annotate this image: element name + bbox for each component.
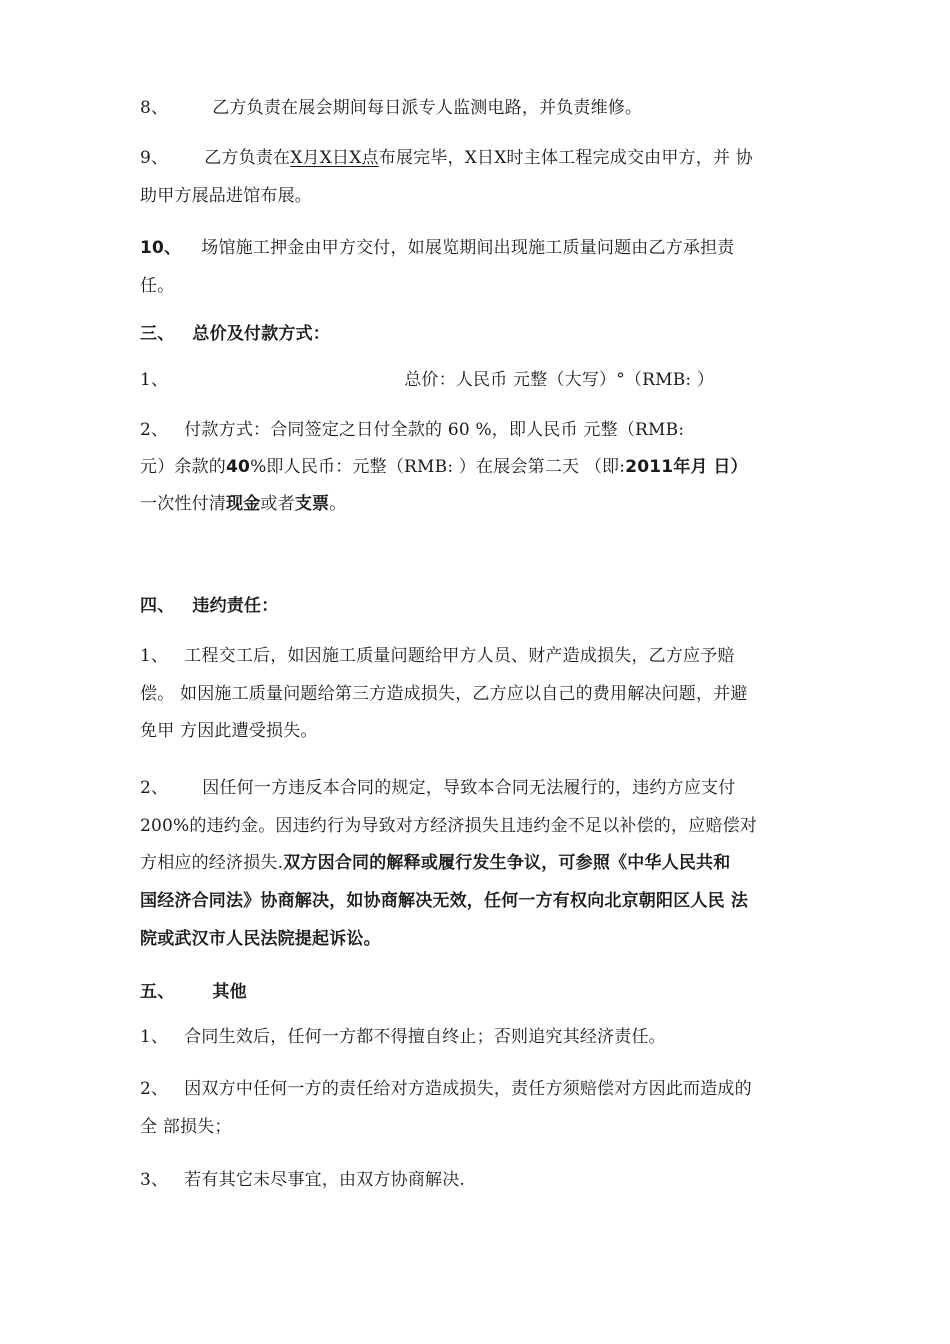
s5-clause-2-line2 bbox=[140, 1117, 232, 1137]
clause-text: 助甲方展品进馆布展。 bbox=[140, 186, 312, 206]
dispute-clause: 双方因合同的解释或履行发生争议，可参照《中华人民共和 bbox=[283, 853, 731, 873]
clause-text: 场馆施工押金由甲方交付，如展览期间出现施工质量问题由乙方承担责 bbox=[201, 238, 735, 258]
section-number: 五、 bbox=[140, 982, 175, 1002]
clause-text: 偿。 如因施工质量问题给第三方造成损失，乙方应以自己的费用解决问题，并避 bbox=[140, 684, 748, 704]
clause-text: 免甲 方因此遭受损失。 bbox=[140, 721, 318, 741]
clause-text: 。 bbox=[329, 494, 347, 514]
s4-clause-1-line2 bbox=[140, 684, 748, 704]
s3-clause-1 bbox=[140, 370, 714, 390]
dispute-clause: 院或武汉市人民法院提起诉讼。 bbox=[140, 929, 381, 949]
section-title: 违约责任： bbox=[192, 596, 279, 616]
clause-text: 付款方式：合同签定之日付全款的 60 %，即人民币 元整（RMB: bbox=[184, 420, 685, 440]
clause-text: 若有其它未尽事宜，由双方协商解决. bbox=[184, 1170, 466, 1190]
section-number: 三、 bbox=[140, 324, 175, 344]
clause-8 bbox=[140, 98, 642, 118]
clause-text: 因任何一方违反本合同的规定，导致本合同无法履行的，违约方应支付 bbox=[202, 778, 736, 798]
clause-10 bbox=[140, 238, 734, 258]
section-title: 总价及付款方式： bbox=[192, 324, 331, 344]
clause-number: 10、 bbox=[140, 238, 182, 258]
clause-text: 因双方中任何一方的责任给对方造成损失，责任方须赔偿对方因此而造成的 bbox=[184, 1079, 752, 1099]
s4-clause-2-line4 bbox=[140, 891, 748, 911]
dispute-clause: 国经济合同法》协商解决，如协商解决无效，任何一方有权向北京朝阳区人民 法 bbox=[140, 891, 749, 911]
clause-text: 或者 bbox=[260, 494, 295, 514]
clause-number: 2、 bbox=[140, 420, 169, 440]
percent-value: 40 bbox=[226, 457, 251, 477]
clause-text: %即人民币：元整（RMB: ）在展会第二天 （即: bbox=[250, 457, 626, 477]
s5-clause-3 bbox=[140, 1170, 465, 1190]
clause-text: 任。 bbox=[140, 276, 175, 296]
payment-cash: 现金 bbox=[226, 494, 261, 514]
section-4-heading bbox=[140, 596, 278, 616]
section-title: 其他 bbox=[212, 982, 247, 1002]
s3-clause-2-line2 bbox=[140, 457, 748, 477]
s4-clause-1-line3 bbox=[140, 721, 318, 741]
clause-text: 乙方负责在 bbox=[204, 148, 291, 168]
s4-clause-2 bbox=[140, 778, 735, 798]
clause-text: 元）余款的 bbox=[140, 457, 226, 477]
clause-text: 布展完毕，X日X时主体工程完成交由甲方，并 协 bbox=[378, 148, 753, 168]
clause-text: 总价：人民币 元整（大写）°（RMB: ） bbox=[404, 370, 715, 390]
year-value: 2011 bbox=[625, 457, 674, 477]
clause-9 bbox=[140, 148, 753, 168]
clause-number: 1、 bbox=[140, 370, 169, 390]
clause-number: 8、 bbox=[140, 98, 169, 118]
s4-clause-2-line5 bbox=[140, 929, 381, 949]
clause-number: 3、 bbox=[140, 1170, 169, 1190]
clause-text: 乙方负责在展会期间每日派专人监测电路，并负责维修。 bbox=[212, 98, 643, 118]
payment-cheque: 支票 bbox=[294, 494, 330, 514]
clause-text: 全 部损失； bbox=[140, 1117, 232, 1137]
clause-text: 合同生效后，任何一方都不得擅自终止；否则追究其经济责任。 bbox=[184, 1027, 666, 1047]
clause-number: 9、 bbox=[140, 148, 169, 168]
s3-clause-2-line3 bbox=[140, 494, 346, 514]
clause-number: 1、 bbox=[140, 1027, 169, 1047]
clause-9-continued bbox=[140, 186, 312, 206]
clause-text: 工程交工后，如因施工质量问题给甲方人员、财产造成损失，乙方应予赔 bbox=[184, 646, 735, 666]
clause-text: 200%的违约金。因违约行为导致对方经济损失且违约金不足以补偿的，应赔偿对 bbox=[140, 816, 757, 836]
s3-clause-2 bbox=[140, 420, 684, 440]
clause-10-continued bbox=[140, 276, 174, 296]
date-text: 日） bbox=[713, 457, 748, 477]
s4-clause-2-line3 bbox=[140, 853, 730, 873]
clause-text: 一次性付清 bbox=[140, 494, 226, 514]
date-text: 年月 bbox=[673, 457, 708, 477]
clause-number: 2、 bbox=[140, 1079, 169, 1099]
section-3-heading bbox=[140, 324, 330, 344]
s5-clause-1 bbox=[140, 1027, 666, 1047]
section-5-heading bbox=[140, 982, 247, 1002]
s4-clause-2-line2 bbox=[140, 816, 757, 836]
s4-clause-1 bbox=[140, 646, 735, 666]
clause-number: 1、 bbox=[140, 646, 169, 666]
schedule-placeholder: X月X日X点 bbox=[290, 148, 379, 168]
clause-text: 方相应的经济损失. bbox=[140, 853, 284, 873]
section-number: 四、 bbox=[140, 596, 175, 616]
clause-number: 2、 bbox=[140, 778, 169, 798]
s5-clause-2 bbox=[140, 1079, 752, 1099]
